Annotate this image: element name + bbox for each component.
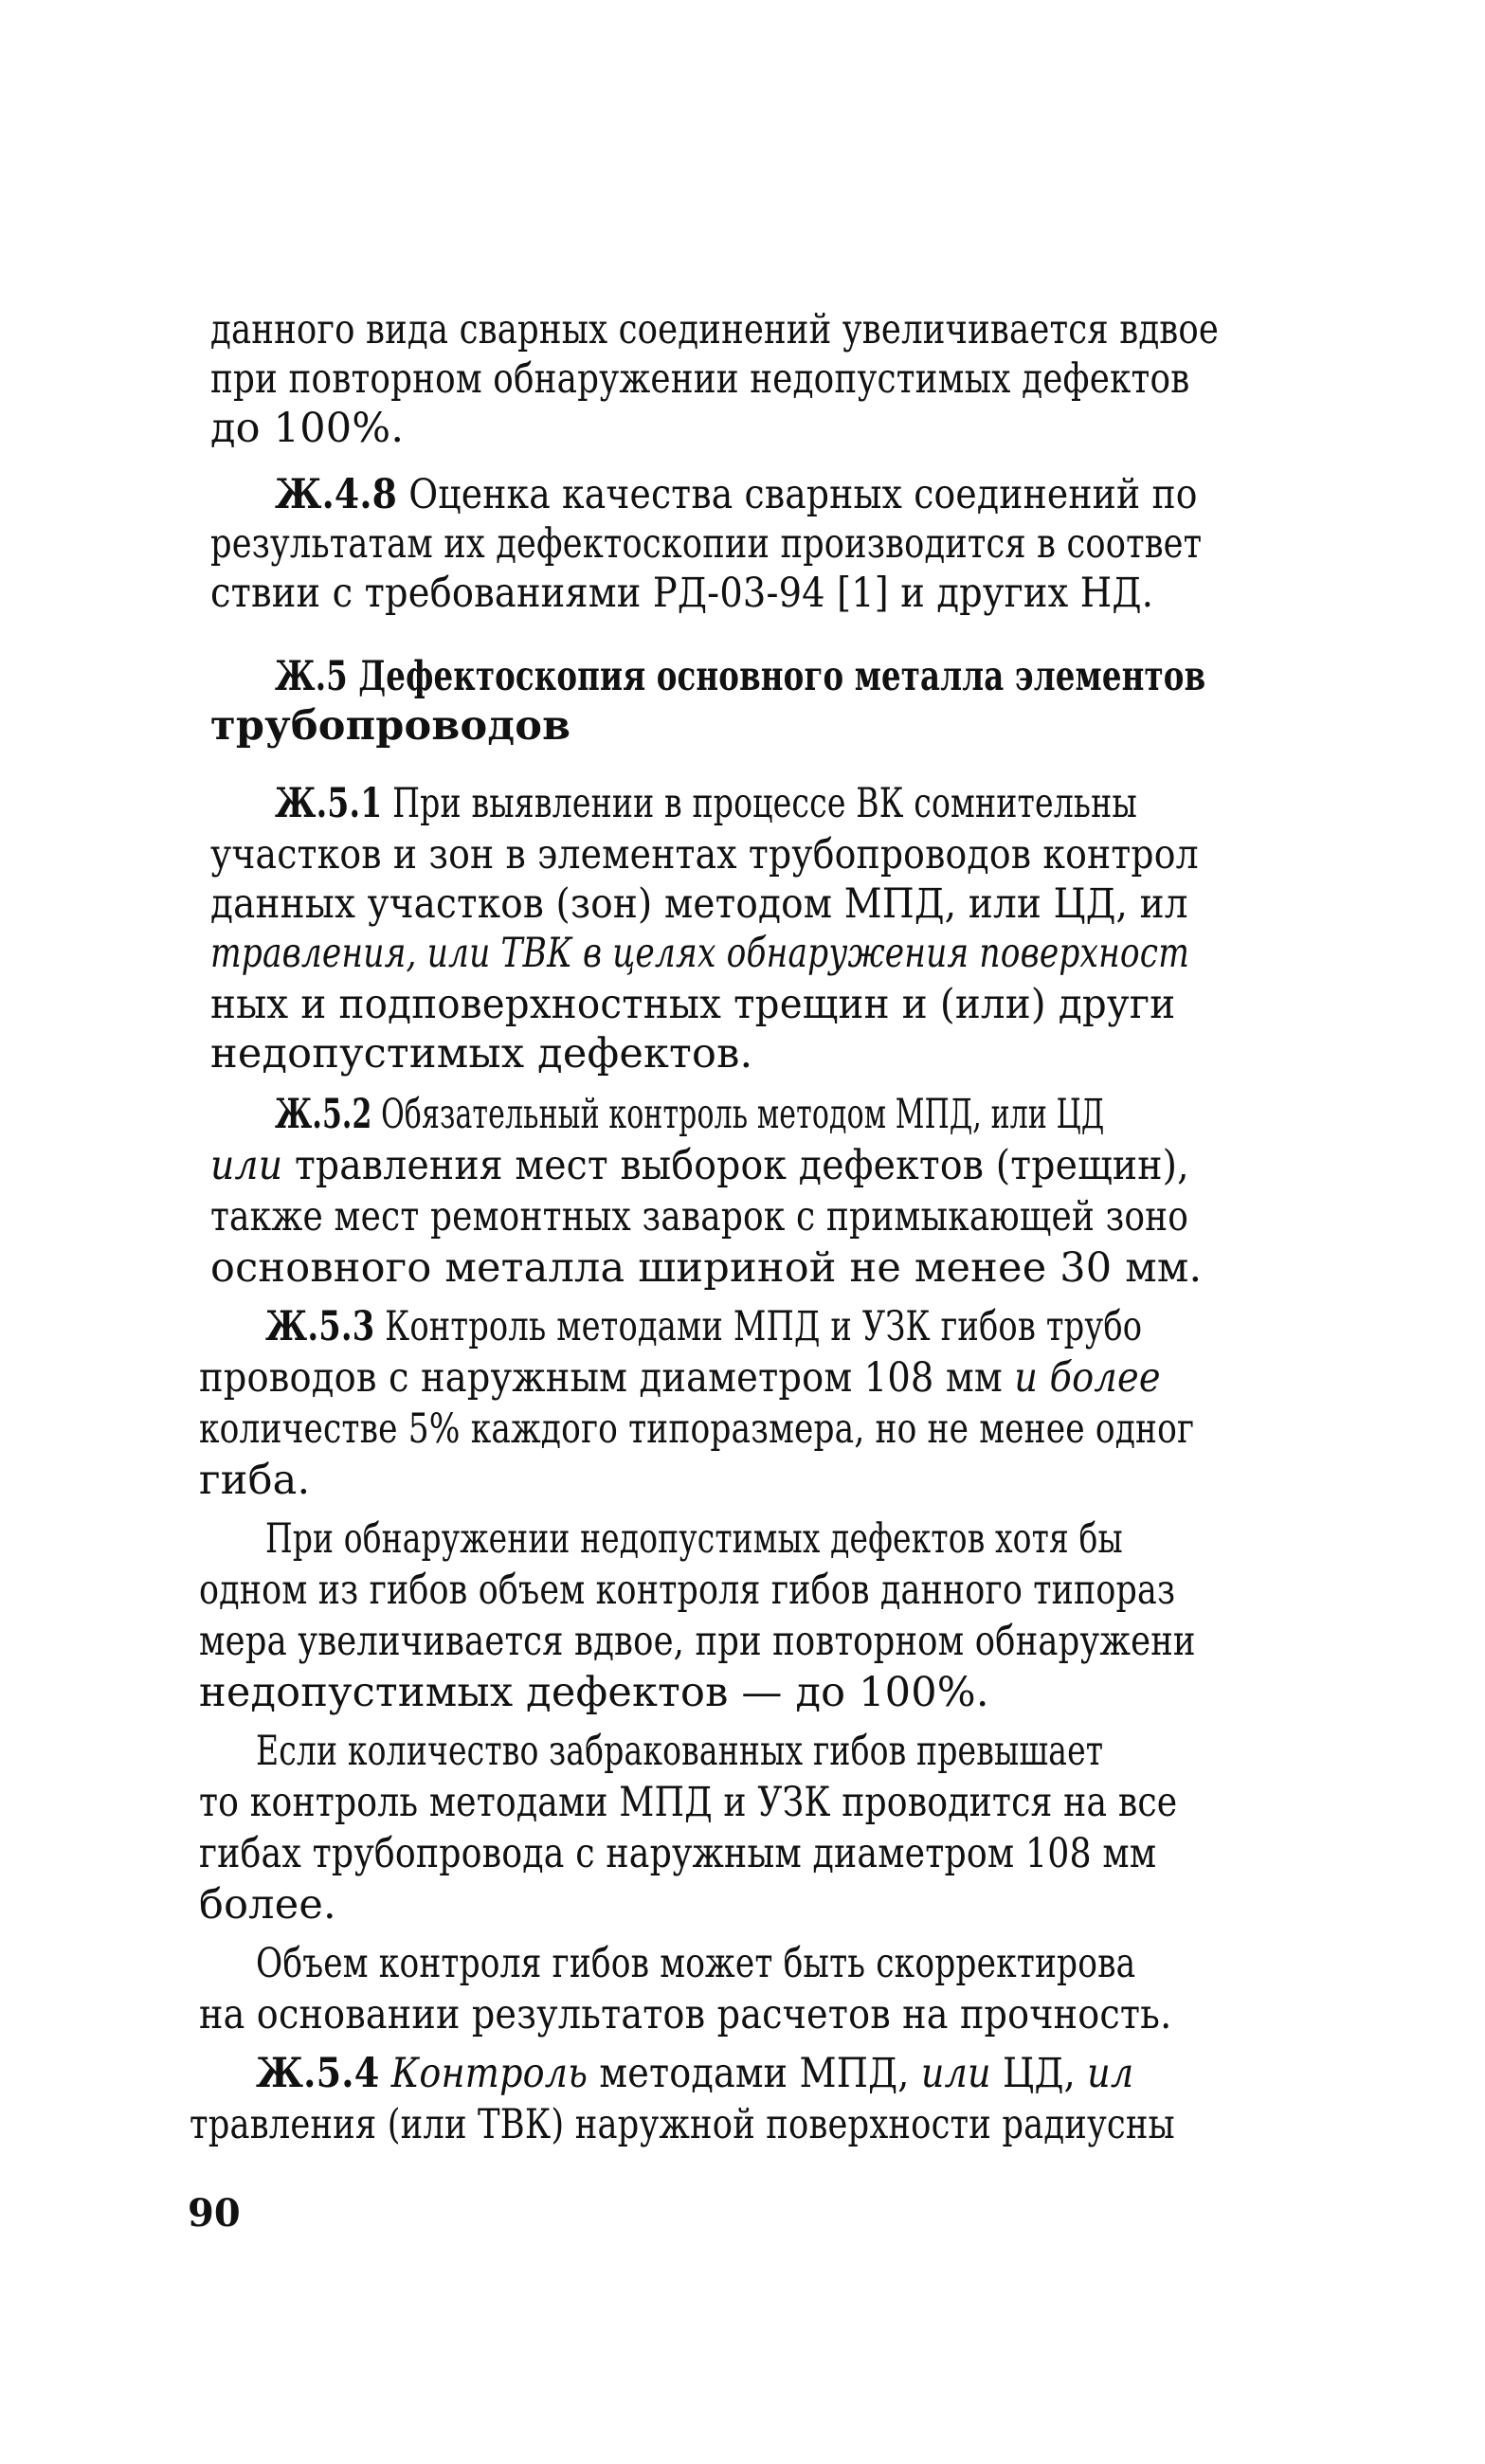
text-line xyxy=(199,1880,336,1930)
bold-text: Ж.5.1 xyxy=(275,780,383,827)
line-text: Объем контроля гибов может быть скорректирова xyxy=(256,1940,1136,1987)
line-text: Контроль методами МПД и УЗК гибов трубо xyxy=(374,1303,1143,1350)
text-line xyxy=(210,404,404,453)
line-text: одном из гибов объем контроля гибов данного типораз xyxy=(199,1567,1176,1614)
italic-text: травления, или ТВК в целях обнаружения поверхност xyxy=(210,930,1190,977)
line-text: недопустимых дефектов — до 100%. xyxy=(199,1669,989,1716)
text-line xyxy=(210,830,1199,879)
line-text: ных и подповерхностных трещин и (или) други xyxy=(210,981,1176,1028)
line-text: при повторном обнаружении недопустимых дефектов xyxy=(210,355,1190,403)
line-text: недопустимых дефектов. xyxy=(210,1030,753,1078)
italic-text: и более xyxy=(1014,1354,1161,1402)
text-line xyxy=(210,980,1175,1029)
italic-text: или xyxy=(920,2050,991,2097)
line-text: данных участков (зон) методом МПД, или ЦД, ил xyxy=(210,880,1188,928)
line-text: При обнаружении недопустимых дефектов хотя бы xyxy=(265,1515,1123,1563)
text-line xyxy=(210,879,1188,929)
text-line xyxy=(199,1990,1171,2039)
text-line xyxy=(275,1090,1104,1139)
bold-text: Ж.4.8 xyxy=(275,471,398,518)
line-text: более. xyxy=(199,1881,336,1929)
text-line xyxy=(210,354,1189,404)
text-line xyxy=(275,652,1205,701)
line-text: данного вида сварных соединений увеличивается вдвое xyxy=(210,306,1220,353)
line-text: Оценка качества сварных соединений по xyxy=(397,471,1198,518)
line-text: также мест ремонтных заварок с примыкающей зоно xyxy=(210,1193,1189,1241)
text-line xyxy=(190,2100,1175,2149)
text-line xyxy=(199,1404,1194,1454)
bold-text: Ж.5 Дефектоскопия основного металла элементов xyxy=(275,653,1206,700)
text-line xyxy=(199,1829,1156,1878)
bold-text: Ж.5.4 xyxy=(256,2050,380,2097)
text-line xyxy=(199,1617,1196,1666)
text-line xyxy=(199,1668,989,1717)
text-line xyxy=(210,701,570,751)
text-line xyxy=(265,1514,1123,1564)
text-line xyxy=(265,1302,1142,1351)
italic-text: или xyxy=(210,1142,283,1189)
line-text: то контроль методами МПД и УЗК проводится на все xyxy=(199,1779,1178,1826)
text-line xyxy=(210,519,1202,569)
line-text: участков и зон в элементах трубопроводов контрол xyxy=(210,831,1199,879)
line-text: гибах трубопровода с наружным диаметром 108 мм xyxy=(199,1830,1157,1877)
line-text: до 100%. xyxy=(210,405,405,452)
text-line xyxy=(210,1192,1188,1241)
text-line xyxy=(256,2049,1133,2098)
line-text: количестве 5% каждого типоразмера, но не менее одног xyxy=(199,1405,1195,1453)
line-text: результатам их дефектоскопии производится в соответ xyxy=(210,520,1203,568)
bold-text: трубопроводов xyxy=(210,702,571,750)
text-line xyxy=(210,929,1189,978)
text-line xyxy=(210,305,1219,354)
italic-text: ил xyxy=(1087,2050,1134,2097)
line-text: травления (или ТВК) наружной поверхности радиусны xyxy=(190,2101,1175,2148)
line-text: методами МПД, xyxy=(588,2050,921,2097)
text-line xyxy=(199,1778,1177,1827)
text-line xyxy=(210,1141,1189,1190)
line-text: Если количество забракованных гибов превышает xyxy=(256,1728,1104,1775)
bold-text: Ж.5.2 xyxy=(275,1091,372,1138)
page-number: 90 xyxy=(188,2191,241,2236)
text-line xyxy=(199,1456,310,1505)
line-text: гиба. xyxy=(199,1457,311,1504)
text-line xyxy=(256,1727,1103,1776)
text-line xyxy=(210,1029,752,1078)
text-line xyxy=(199,1353,1161,1403)
text-line xyxy=(275,779,1137,828)
text-line xyxy=(275,470,1198,519)
line-text: Обязательный контроль методом МПД, или ЦД xyxy=(371,1091,1105,1138)
line-text: проводов с наружным диаметром 108 мм xyxy=(199,1354,1015,1402)
line-text: на основании результатов расчетов на прочность. xyxy=(199,1991,1172,2038)
line-text: мера увеличивается вдвое, при повторном обнаружени xyxy=(199,1618,1196,1665)
line-text: основного металла шириной не менее 30 мм. xyxy=(210,1244,1203,1292)
text-line xyxy=(210,569,1153,618)
line-text: ЦД, xyxy=(990,2050,1088,2097)
line-text: При выявлении в процессе ВК сомнительны xyxy=(382,780,1137,827)
text-line xyxy=(210,1243,1202,1293)
line-text: травления мест выборок дефектов (трещин), xyxy=(282,1142,1189,1189)
italic-text: Контроль xyxy=(379,2050,589,2097)
text-line xyxy=(256,1939,1135,1988)
line-text: ствии с требованиями РД-03-94 [1] и других НД. xyxy=(210,570,1154,617)
text-line xyxy=(199,1566,1175,1615)
bold-text: Ж.5.3 xyxy=(265,1303,375,1350)
